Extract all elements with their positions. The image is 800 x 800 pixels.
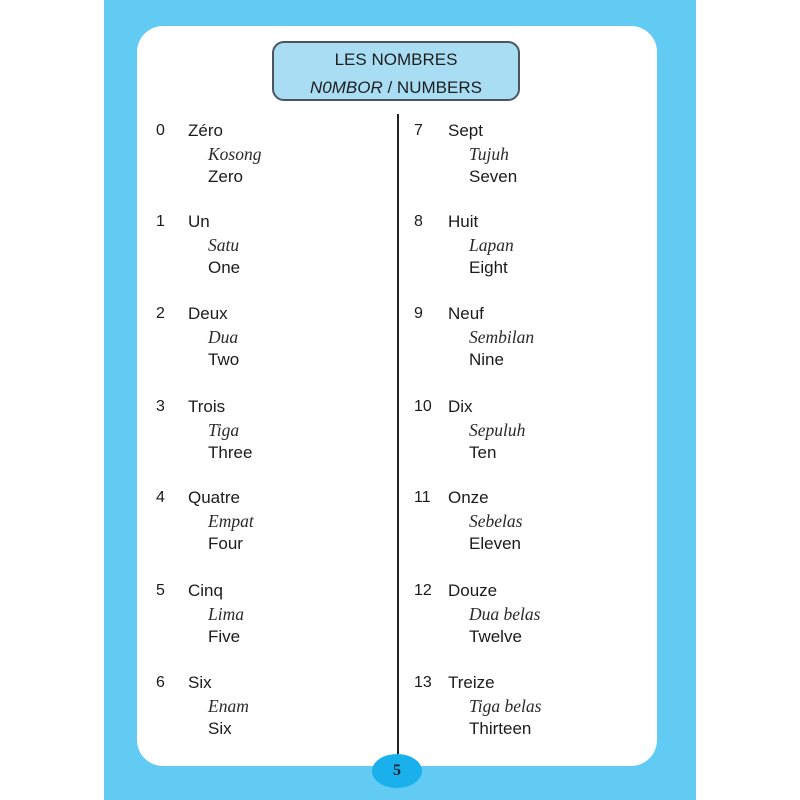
entry-english: Nine — [469, 350, 504, 369]
entry-french: Douze — [448, 581, 498, 600]
title-english: / NUMBERS — [382, 78, 482, 97]
number-entry-10 — [414, 397, 614, 467]
number-entry-4 — [156, 488, 356, 558]
entry-number: 5 — [156, 582, 165, 599]
number-entry-2 — [156, 304, 356, 374]
number-entry-9 — [414, 304, 614, 374]
number-entry-0 — [156, 121, 356, 191]
title-malay: N0MBOR — [310, 78, 383, 97]
entry-english: Eleven — [469, 534, 521, 553]
entry-english: Five — [208, 627, 241, 646]
title-french: LES NOMBRES — [334, 50, 458, 69]
entry-french: Un — [188, 212, 210, 231]
entry-number: 2 — [156, 305, 165, 322]
number-entry-6 — [156, 673, 356, 743]
entry-number: 7 — [414, 122, 423, 139]
entry-malay: Sembilan — [469, 327, 535, 347]
entry-malay: Lapan — [469, 235, 514, 255]
number-entry-3 — [156, 397, 356, 467]
entry-number: 1 — [156, 213, 165, 230]
entry-malay: Tiga — [208, 420, 240, 440]
entry-malay: Kosong — [208, 144, 262, 164]
entry-malay: Tujuh — [469, 144, 509, 164]
entry-malay: Empat — [208, 511, 254, 531]
entry-french: Onze — [448, 488, 489, 507]
entry-number: 9 — [414, 305, 423, 322]
entry-english: Seven — [469, 167, 518, 186]
number-entry-11 — [414, 488, 614, 558]
entry-malay: Enam — [208, 696, 249, 716]
number-entry-5 — [156, 581, 356, 651]
entry-english: Twelve — [469, 627, 522, 646]
entry-french: Trois — [188, 397, 226, 416]
page-number-badge: 5 — [372, 754, 422, 788]
entry-english: Four — [208, 534, 243, 553]
entry-malay: Satu — [208, 235, 240, 255]
entry-number: 8 — [414, 213, 423, 230]
entry-french: Huit — [448, 212, 479, 231]
column-divider — [397, 114, 399, 754]
entry-english: One — [208, 258, 241, 277]
entry-french: Zéro — [188, 121, 223, 140]
entry-english: Ten — [469, 443, 497, 462]
entry-malay: Dua belas — [469, 604, 541, 624]
entry-english: Two — [208, 350, 240, 369]
entry-french: Cinq — [188, 581, 223, 600]
entry-number: 12 — [414, 582, 432, 599]
number-entry-8 — [414, 212, 614, 282]
entry-malay: Lima — [208, 604, 244, 624]
entry-number: 13 — [414, 674, 432, 691]
entry-french: Six — [188, 673, 212, 692]
entry-french: Neuf — [448, 304, 484, 323]
entry-french: Deux — [188, 304, 228, 323]
title-box — [272, 41, 520, 101]
entry-french: Treize — [448, 673, 495, 692]
entry-english: Eight — [469, 258, 508, 277]
entry-number: 6 — [156, 674, 165, 691]
number-entry-1 — [156, 212, 356, 282]
entry-english: Thirteen — [469, 719, 532, 738]
entry-french: Quatre — [188, 488, 240, 507]
entry-number: 10 — [414, 398, 432, 415]
number-entry-12 — [414, 581, 614, 651]
entry-malay: Tiga belas — [469, 696, 542, 716]
entry-number: 0 — [156, 122, 165, 139]
entry-english: Zero — [208, 167, 243, 186]
title-malay-english — [274, 78, 518, 98]
entry-english: Six — [208, 719, 232, 738]
entry-french: Sept — [448, 121, 483, 140]
number-entry-13 — [414, 673, 614, 743]
entry-malay: Sebelas — [469, 511, 523, 531]
entry-malay: Dua — [208, 327, 239, 347]
number-entry-7 — [414, 121, 614, 191]
entry-english: Three — [208, 443, 253, 462]
entry-number: 4 — [156, 489, 165, 506]
entry-french: Dix — [448, 397, 473, 416]
entry-malay: Sepuluh — [469, 420, 526, 440]
entry-number: 11 — [414, 489, 431, 506]
entry-number: 3 — [156, 398, 165, 415]
